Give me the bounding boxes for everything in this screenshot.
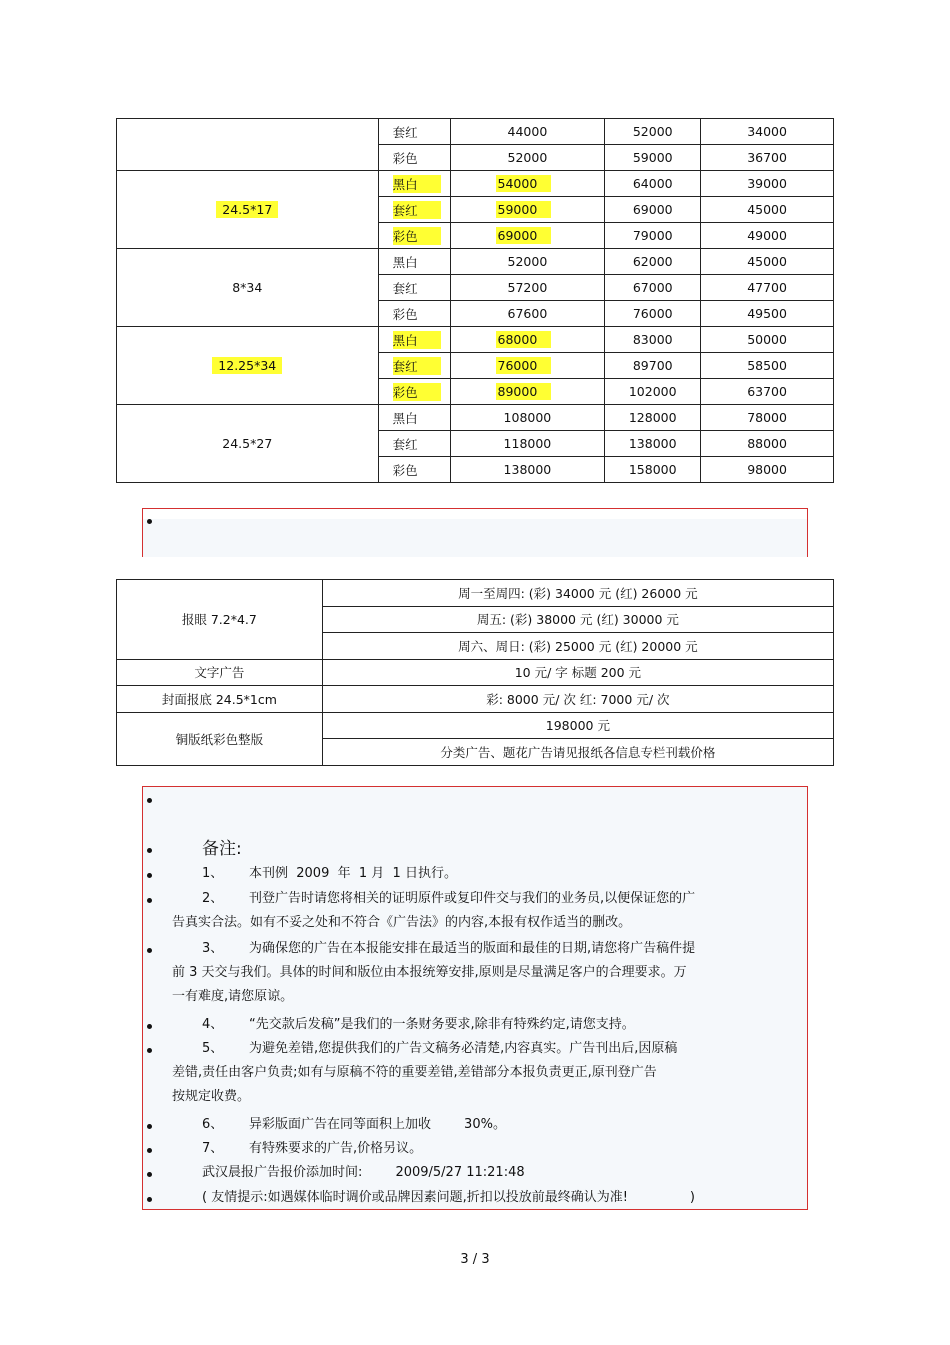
page-number: 3 / 3	[460, 1252, 490, 1267]
color-type-cell	[378, 379, 450, 405]
cover-value: 彩: 8000 元/ 次 红: 7000 元/ 次	[322, 686, 833, 713]
color-type: 套红	[393, 201, 441, 219]
ear-ad-label: 报眼 7.2*4.7	[117, 580, 323, 660]
price-cell	[605, 379, 701, 405]
coated-label: 铜版纸彩色整版	[117, 712, 323, 765]
size-label: 24.5*17	[216, 201, 278, 218]
size-label: 8*34	[232, 280, 263, 295]
note-text: 有特殊要求的广告,价格另议。	[249, 1141, 423, 1156]
classified-note: 分类广告、题花广告请见报纸各信息专栏刊载价格	[322, 739, 833, 766]
price-value: 98000	[747, 462, 787, 477]
price-value: 49000	[747, 228, 787, 243]
price-cell	[450, 457, 605, 483]
color-type: 彩色	[393, 383, 441, 401]
price-cell	[701, 145, 834, 171]
color-type: 彩色	[392, 150, 418, 166]
color-type: 黑白	[393, 175, 441, 193]
size-label: 12.25*34	[212, 357, 282, 374]
price-value: 39000	[747, 176, 787, 191]
price-cell	[450, 171, 605, 197]
color-type-cell	[378, 249, 450, 275]
price-value: 64000	[632, 176, 673, 191]
price-cell	[701, 431, 834, 457]
table-row	[117, 405, 834, 431]
table-row	[117, 119, 834, 145]
color-type-cell	[378, 223, 450, 249]
ear-ad-friday: 周五: (彩) 38000 元 (红) 30000 元	[322, 606, 833, 633]
price-value: 138000	[628, 436, 677, 451]
note-text-continued: 按规定收费。	[172, 1089, 251, 1104]
price-cell	[605, 327, 701, 353]
bullet-icon	[147, 1148, 152, 1153]
price-cell	[605, 457, 701, 483]
bullet-icon	[147, 898, 152, 903]
price-value: 34000	[747, 124, 787, 139]
price-cell	[701, 249, 834, 275]
color-type-cell	[378, 145, 450, 171]
price-cell	[450, 353, 605, 379]
bullet-icon	[147, 798, 152, 803]
price-value: 52000	[507, 150, 548, 165]
price-value: 83000	[632, 332, 673, 347]
size-cell	[117, 119, 379, 171]
color-type-cell	[378, 405, 450, 431]
table-row	[117, 249, 834, 275]
bullet-icon	[147, 1197, 152, 1202]
price-cell	[450, 327, 605, 353]
price-value: 118000	[503, 436, 552, 451]
bullet-icon	[147, 948, 152, 953]
note-number: 3、	[202, 941, 224, 956]
price-cell	[450, 275, 605, 301]
price-value: 68000	[496, 331, 552, 348]
color-type-cell	[378, 457, 450, 483]
price-value: 69000	[632, 202, 673, 217]
added-time: 武汉晨报广告报价添加时间: 2009/5/27 11:21:48	[202, 1165, 525, 1180]
color-type: 黑白	[393, 331, 441, 349]
size-label: 24.5*27	[222, 436, 273, 451]
price-value: 49500	[747, 306, 787, 321]
color-type: 套红	[392, 124, 418, 140]
price-cell	[605, 197, 701, 223]
note-text-continued: 差错,责任由客户负责;如有与原稿不符的重要差错,差错部分本报负责更正,原刊登广告	[172, 1065, 657, 1080]
price-cell	[605, 171, 701, 197]
price-cell	[701, 223, 834, 249]
price-value: 59000	[632, 150, 673, 165]
price-value: 102000	[628, 384, 677, 399]
price-cell	[450, 249, 605, 275]
color-type: 彩色	[392, 462, 418, 478]
price-cell	[450, 431, 605, 457]
price-cell	[701, 405, 834, 431]
price-cell	[450, 405, 605, 431]
table-row	[117, 171, 834, 197]
price-cell	[605, 301, 701, 327]
notes-heading: 备注:	[202, 839, 242, 859]
price-cell	[450, 223, 605, 249]
price-value: 69000	[496, 227, 552, 244]
price-cell	[605, 275, 701, 301]
price-value: 52000	[632, 124, 673, 139]
price-value: 76000	[632, 306, 673, 321]
price-value: 158000	[628, 462, 677, 477]
note-text-continued: 告真实合法。如有不妥之处和不符合《广告法》的内容,本报有权作适当的删改。	[172, 915, 632, 930]
price-cell	[450, 301, 605, 327]
color-type: 彩色	[393, 227, 441, 245]
note-number: 1、	[202, 866, 224, 881]
price-cell	[701, 197, 834, 223]
note-text: “先交款后发稿”是我们的一条财务要求,除非有特殊约定,请您支持。	[249, 1017, 635, 1032]
price-cell	[605, 223, 701, 249]
color-type-cell	[378, 431, 450, 457]
cover-label: 封面报底 24.5*1cm	[117, 686, 323, 713]
bullet-icon	[147, 1048, 152, 1053]
price-cell	[701, 171, 834, 197]
coated-value: 198000 元	[322, 712, 833, 739]
bullet-icon	[147, 1124, 152, 1129]
price-cell	[701, 275, 834, 301]
note-number: 7、	[202, 1141, 224, 1156]
price-value: 67000	[632, 280, 673, 295]
color-type: 彩色	[392, 306, 418, 322]
table-row	[117, 327, 834, 353]
price-cell	[450, 379, 605, 405]
color-type: 黑白	[392, 254, 418, 270]
price-table	[116, 118, 834, 483]
price-cell	[605, 431, 701, 457]
friendly-tip: ( 友情提示:如遇媒体临时调价或品牌因素问题,折扣以投放前最终确认为准! )	[202, 1190, 695, 1205]
bullet-icon	[147, 1172, 152, 1177]
price-value: 45000	[747, 202, 787, 217]
note-text-continued: 一有难度,请您原谅。	[172, 989, 294, 1004]
price-value: 79000	[632, 228, 673, 243]
price-value: 58500	[747, 358, 787, 373]
price-value: 89700	[632, 358, 673, 373]
price-value: 88000	[747, 436, 787, 451]
price-value: 89000	[496, 383, 552, 400]
price-value: 45000	[747, 254, 787, 269]
color-type: 套红	[392, 280, 418, 296]
price-value: 128000	[628, 410, 677, 425]
special-ad-table	[116, 579, 834, 766]
color-type-cell	[378, 327, 450, 353]
note-number: 5、	[202, 1041, 224, 1056]
note-number: 4、	[202, 1017, 224, 1032]
price-cell	[701, 119, 834, 145]
color-type-cell	[378, 353, 450, 379]
price-cell	[450, 119, 605, 145]
price-value: 138000	[503, 462, 552, 477]
price-value: 76000	[496, 357, 552, 374]
note-text: 异彩版面广告在同等面积上加收 30%。	[249, 1117, 506, 1132]
price-cell	[605, 353, 701, 379]
price-cell	[701, 457, 834, 483]
note-text: 为确保您的广告在本报能安排在最适当的版面和最佳的日期,请您将广告稿件提	[249, 941, 696, 956]
note-text: 刊登广告时请您将相关的证明原件或复印件交与我们的业务员,以便保证您的广	[249, 891, 696, 906]
price-value: 47700	[747, 280, 787, 295]
price-value: 62000	[632, 254, 673, 269]
price-value: 54000	[496, 175, 552, 192]
price-value: 57200	[507, 280, 548, 295]
price-value: 44000	[507, 124, 548, 139]
ear-ad-weekday: 周一至周四: (彩) 34000 元 (红) 26000 元	[322, 580, 833, 607]
size-cell	[117, 327, 379, 405]
note-number: 6、	[202, 1117, 224, 1132]
price-value: 63700	[747, 384, 787, 399]
text-ad-label: 文字广告	[117, 659, 323, 686]
color-type: 黑白	[392, 410, 418, 426]
size-cell	[117, 405, 379, 483]
note-text: 本刊例 2009 年 1 月 1 日执行。	[249, 866, 457, 881]
bullet-icon	[147, 873, 152, 878]
color-type-cell	[378, 301, 450, 327]
price-cell	[701, 301, 834, 327]
blank-notice-box	[142, 508, 808, 557]
bullet-icon	[147, 1024, 152, 1029]
color-type: 套红	[393, 357, 441, 375]
ear-ad-weekend: 周六、周日: (彩) 25000 元 (红) 20000 元	[322, 633, 833, 660]
price-cell	[605, 249, 701, 275]
bullet-icon	[147, 519, 152, 524]
text-ad-value: 10 元/ 字 标题 200 元	[322, 659, 833, 686]
color-type-cell	[378, 119, 450, 145]
price-value: 36700	[747, 150, 787, 165]
price-value: 52000	[507, 254, 548, 269]
color-type-cell	[378, 171, 450, 197]
price-cell	[450, 145, 605, 171]
price-cell	[605, 405, 701, 431]
color-type-cell	[378, 275, 450, 301]
note-text-continued: 前 3 天交与我们。具体的时间和版位由本报统筹安排,原则是尽量满足客户的合理要求。万	[172, 965, 687, 980]
price-cell	[605, 145, 701, 171]
price-value: 67600	[507, 306, 548, 321]
size-cell	[117, 249, 379, 327]
color-type-cell	[378, 197, 450, 223]
price-value: 59000	[496, 201, 552, 218]
price-cell	[701, 327, 834, 353]
price-cell	[701, 353, 834, 379]
price-cell	[605, 119, 701, 145]
price-value: 50000	[747, 332, 787, 347]
price-value: 78000	[747, 410, 787, 425]
price-cell	[701, 379, 834, 405]
note-number: 2、	[202, 891, 224, 906]
bullet-icon	[147, 848, 152, 853]
note-text: 为避免差错,您提供我们的广告文稿务必清楚,内容真实。广告刊出后,因原稿	[249, 1041, 678, 1056]
size-cell	[117, 171, 379, 249]
price-cell	[450, 197, 605, 223]
price-value: 108000	[503, 410, 552, 425]
color-type: 套红	[392, 436, 418, 452]
